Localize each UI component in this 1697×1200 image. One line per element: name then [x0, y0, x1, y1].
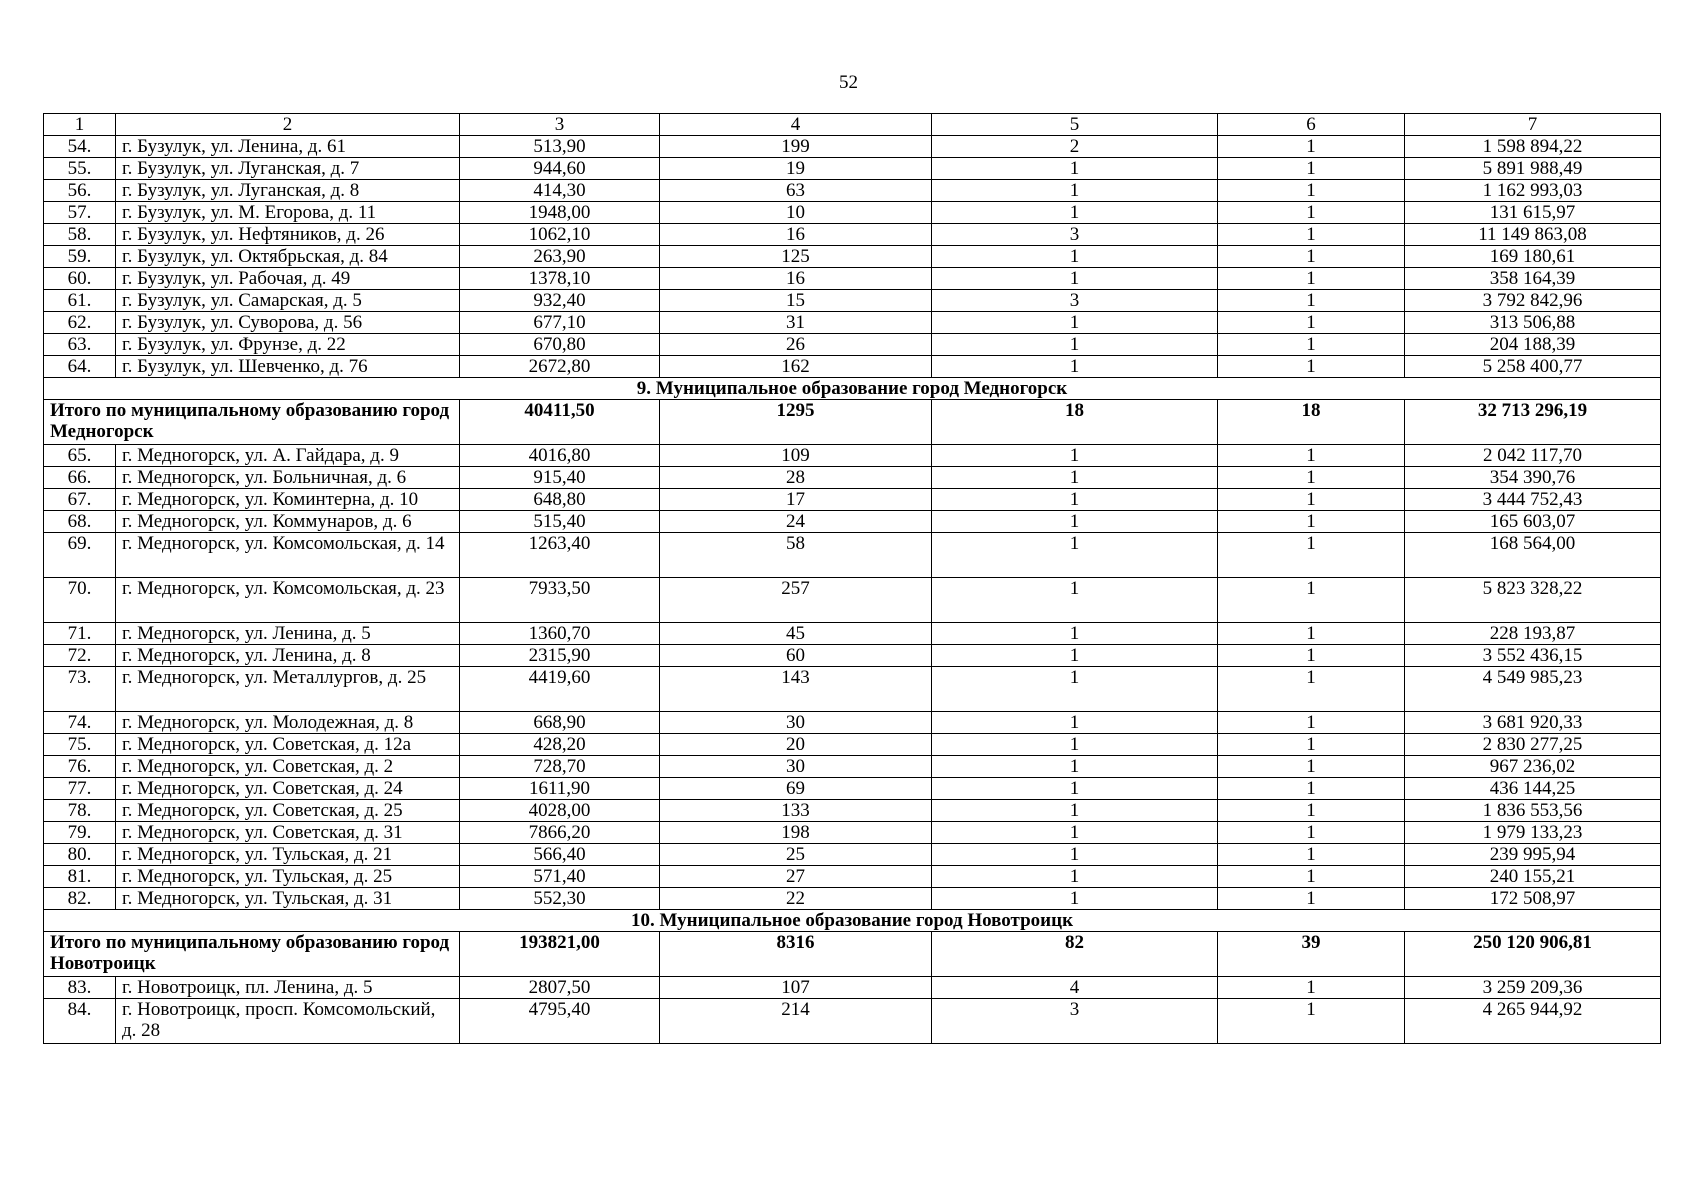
residents-cell: 69 — [660, 778, 932, 800]
area-cell: 4795,40 — [460, 999, 660, 1044]
amount-cell: 5 891 988,49 — [1405, 158, 1661, 180]
area-cell: 1611,90 — [460, 778, 660, 800]
count-cell: 1 — [932, 667, 1218, 712]
table-row — [44, 822, 1661, 844]
amount-cell: 168 564,00 — [1405, 533, 1661, 578]
section-title-row — [44, 378, 1661, 400]
residents-cell: 198 — [660, 822, 932, 844]
area-cell: 7866,20 — [460, 822, 660, 844]
row-number: 81. — [44, 866, 116, 888]
table-row — [44, 888, 1661, 910]
total-residents: 8316 — [660, 932, 932, 977]
count-cell: 1 — [1218, 356, 1405, 378]
count-cell: 1 — [1218, 734, 1405, 756]
address-cell: г. Бузулук, ул. Нефтяников, д. 26 — [116, 224, 460, 246]
total-count: 82 — [932, 932, 1218, 977]
area-cell: 677,10 — [460, 312, 660, 334]
row-number: 62. — [44, 312, 116, 334]
table-row — [44, 667, 1661, 712]
page-number: 52 — [839, 72, 858, 93]
residents-cell: 30 — [660, 712, 932, 734]
row-number: 69. — [44, 533, 116, 578]
table-row — [44, 224, 1661, 246]
residents-cell: 16 — [660, 268, 932, 290]
amount-cell: 5 258 400,77 — [1405, 356, 1661, 378]
row-number: 80. — [44, 844, 116, 866]
amount-cell: 3 681 920,33 — [1405, 712, 1661, 734]
count-cell: 1 — [1218, 578, 1405, 623]
count-cell: 1 — [932, 246, 1218, 268]
residents-cell: 16 — [660, 224, 932, 246]
count-cell: 1 — [1218, 667, 1405, 712]
area-cell: 566,40 — [460, 844, 660, 866]
address-cell: г. Бузулук, ул. Луганская, д. 8 — [116, 180, 460, 202]
table-row — [44, 800, 1661, 822]
area-cell: 513,90 — [460, 136, 660, 158]
residents-cell: 125 — [660, 246, 932, 268]
count-cell: 1 — [1218, 533, 1405, 578]
residents-cell: 60 — [660, 645, 932, 667]
residents-cell: 109 — [660, 445, 932, 467]
table-row — [44, 467, 1661, 489]
housing-table — [43, 113, 1661, 1044]
residents-cell: 133 — [660, 800, 932, 822]
area-cell: 915,40 — [460, 467, 660, 489]
row-number: 57. — [44, 202, 116, 224]
section-title-row — [44, 910, 1661, 932]
total-label: Итого по муниципальному образованию город Медногорск — [44, 400, 460, 445]
amount-cell: 3 552 436,15 — [1405, 645, 1661, 667]
address-cell: г. Бузулук, ул. Самарская, д. 5 — [116, 290, 460, 312]
row-number: 74. — [44, 712, 116, 734]
row-number: 72. — [44, 645, 116, 667]
address-cell: г. Медногорск, ул. Советская, д. 2 — [116, 756, 460, 778]
residents-cell: 15 — [660, 290, 932, 312]
table-row — [44, 180, 1661, 202]
count-cell: 1 — [932, 866, 1218, 888]
count-cell: 3 — [932, 290, 1218, 312]
column-number: 5 — [932, 114, 1218, 136]
address-cell: г. Медногорск, ул. Коммунаров, д. 6 — [116, 511, 460, 533]
total-amount: 32 713 296,19 — [1405, 400, 1661, 445]
area-cell: 1378,10 — [460, 268, 660, 290]
count-cell: 1 — [1218, 246, 1405, 268]
total-count: 39 — [1218, 932, 1405, 977]
address-cell: г. Медногорск, ул. А. Гайдара, д. 9 — [116, 445, 460, 467]
table-row — [44, 246, 1661, 268]
count-cell: 1 — [1218, 180, 1405, 202]
table-row — [44, 290, 1661, 312]
count-cell: 1 — [932, 756, 1218, 778]
residents-cell: 107 — [660, 977, 932, 999]
row-number: 56. — [44, 180, 116, 202]
amount-cell: 165 603,07 — [1405, 511, 1661, 533]
table-row — [44, 645, 1661, 667]
count-cell: 1 — [1218, 445, 1405, 467]
count-cell: 1 — [932, 445, 1218, 467]
count-cell: 1 — [932, 712, 1218, 734]
residents-cell: 45 — [660, 623, 932, 645]
row-number: 73. — [44, 667, 116, 712]
table-row — [44, 511, 1661, 533]
column-number: 2 — [116, 114, 460, 136]
address-cell: г. Медногорск, ул. Ленина, д. 5 — [116, 623, 460, 645]
total-count: 18 — [1218, 400, 1405, 445]
address-cell: г. Медногорск, ул. Металлургов, д. 25 — [116, 667, 460, 712]
table-row — [44, 312, 1661, 334]
table-row — [44, 334, 1661, 356]
amount-cell: 2 830 277,25 — [1405, 734, 1661, 756]
column-number: 4 — [660, 114, 932, 136]
count-cell: 1 — [932, 268, 1218, 290]
count-cell: 1 — [1218, 467, 1405, 489]
area-cell: 1360,70 — [460, 623, 660, 645]
area-cell: 648,80 — [460, 489, 660, 511]
count-cell: 1 — [932, 334, 1218, 356]
amount-cell: 1 979 133,23 — [1405, 822, 1661, 844]
area-cell: 1263,40 — [460, 533, 660, 578]
address-cell: г. Медногорск, ул. Советская, д. 31 — [116, 822, 460, 844]
table-row — [44, 999, 1661, 1044]
count-cell: 1 — [932, 734, 1218, 756]
row-number: 68. — [44, 511, 116, 533]
total-area: 40411,50 — [460, 400, 660, 445]
count-cell: 1 — [1218, 136, 1405, 158]
count-cell: 1 — [1218, 268, 1405, 290]
table-row — [44, 778, 1661, 800]
count-cell: 1 — [932, 888, 1218, 910]
count-cell: 1 — [1218, 977, 1405, 999]
count-cell: 1 — [932, 489, 1218, 511]
address-cell: г. Бузулук, ул. Ленина, д. 61 — [116, 136, 460, 158]
row-number: 59. — [44, 246, 116, 268]
row-number: 76. — [44, 756, 116, 778]
address-cell: г. Бузулук, ул. Шевченко, д. 76 — [116, 356, 460, 378]
total-residents: 1295 — [660, 400, 932, 445]
area-cell: 668,90 — [460, 712, 660, 734]
row-number: 66. — [44, 467, 116, 489]
column-number: 7 — [1405, 114, 1661, 136]
area-cell: 7933,50 — [460, 578, 660, 623]
table-row — [44, 712, 1661, 734]
row-number: 83. — [44, 977, 116, 999]
table-row — [44, 977, 1661, 999]
amount-cell: 5 823 328,22 — [1405, 578, 1661, 623]
residents-cell: 257 — [660, 578, 932, 623]
area-cell: 670,80 — [460, 334, 660, 356]
table-row — [44, 158, 1661, 180]
amount-cell: 3 792 842,96 — [1405, 290, 1661, 312]
area-cell: 932,40 — [460, 290, 660, 312]
amount-cell: 436 144,25 — [1405, 778, 1661, 800]
area-cell: 1062,10 — [460, 224, 660, 246]
table-row — [44, 623, 1661, 645]
address-cell: г. Бузулук, ул. М. Егорова, д. 11 — [116, 202, 460, 224]
amount-cell: 228 193,87 — [1405, 623, 1661, 645]
count-cell: 1 — [1218, 334, 1405, 356]
amount-cell: 354 390,76 — [1405, 467, 1661, 489]
address-cell: г. Медногорск, ул. Ленина, д. 8 — [116, 645, 460, 667]
count-cell: 1 — [1218, 312, 1405, 334]
amount-cell: 131 615,97 — [1405, 202, 1661, 224]
table-row — [44, 268, 1661, 290]
residents-cell: 22 — [660, 888, 932, 910]
address-cell: г. Медногорск, ул. Комсомольская, д. 14 — [116, 533, 460, 578]
count-cell: 1 — [932, 645, 1218, 667]
table-row — [44, 136, 1661, 158]
residents-cell: 17 — [660, 489, 932, 511]
row-number: 75. — [44, 734, 116, 756]
count-cell: 2 — [932, 136, 1218, 158]
total-area: 193821,00 — [460, 932, 660, 977]
row-number: 67. — [44, 489, 116, 511]
count-cell: 1 — [1218, 756, 1405, 778]
residents-cell: 199 — [660, 136, 932, 158]
table-row — [44, 866, 1661, 888]
address-cell: г. Новотроицк, пл. Ленина, д. 5 — [116, 977, 460, 999]
amount-cell: 1 162 993,03 — [1405, 180, 1661, 202]
address-cell: г. Медногорск, ул. Молодежная, д. 8 — [116, 712, 460, 734]
count-cell: 1 — [1218, 778, 1405, 800]
count-cell: 1 — [1218, 224, 1405, 246]
row-number: 55. — [44, 158, 116, 180]
count-cell: 1 — [932, 800, 1218, 822]
table-row — [44, 445, 1661, 467]
amount-cell: 1 836 553,56 — [1405, 800, 1661, 822]
address-cell: г. Бузулук, ул. Фрунзе, д. 22 — [116, 334, 460, 356]
count-cell: 1 — [1218, 712, 1405, 734]
row-number: 63. — [44, 334, 116, 356]
count-cell: 1 — [932, 578, 1218, 623]
area-cell: 263,90 — [460, 246, 660, 268]
area-cell: 414,30 — [460, 180, 660, 202]
count-cell: 3 — [932, 224, 1218, 246]
area-cell: 515,40 — [460, 511, 660, 533]
area-cell: 2807,50 — [460, 977, 660, 999]
area-cell: 428,20 — [460, 734, 660, 756]
residents-cell: 58 — [660, 533, 932, 578]
amount-cell: 2 042 117,70 — [1405, 445, 1661, 467]
amount-cell: 3 259 209,36 — [1405, 977, 1661, 999]
count-cell: 1 — [1218, 202, 1405, 224]
row-number: 70. — [44, 578, 116, 623]
residents-cell: 28 — [660, 467, 932, 489]
count-cell: 1 — [1218, 888, 1405, 910]
area-cell: 4016,80 — [460, 445, 660, 467]
row-number: 65. — [44, 445, 116, 467]
count-cell: 1 — [932, 511, 1218, 533]
amount-cell: 169 180,61 — [1405, 246, 1661, 268]
address-cell: г. Медногорск, ул. Коминтерна, д. 10 — [116, 489, 460, 511]
count-cell: 1 — [1218, 866, 1405, 888]
row-number: 84. — [44, 999, 116, 1044]
total-count: 18 — [932, 400, 1218, 445]
amount-cell: 240 155,21 — [1405, 866, 1661, 888]
area-cell: 571,40 — [460, 866, 660, 888]
area-cell: 4028,00 — [460, 800, 660, 822]
count-cell: 1 — [932, 312, 1218, 334]
count-cell: 1 — [932, 844, 1218, 866]
section-title: 10. Муниципальное образование город Новотроицк — [44, 910, 1661, 932]
count-cell: 4 — [932, 977, 1218, 999]
table-row — [44, 578, 1661, 623]
amount-cell: 4 265 944,92 — [1405, 999, 1661, 1044]
table-row — [44, 734, 1661, 756]
amount-cell: 313 506,88 — [1405, 312, 1661, 334]
count-cell: 1 — [1218, 999, 1405, 1044]
count-cell: 1 — [932, 202, 1218, 224]
count-cell: 1 — [1218, 822, 1405, 844]
area-cell: 552,30 — [460, 888, 660, 910]
column-number-row — [44, 114, 1661, 136]
count-cell: 3 — [932, 999, 1218, 1044]
count-cell: 1 — [1218, 645, 1405, 667]
row-number: 64. — [44, 356, 116, 378]
table-row — [44, 844, 1661, 866]
residents-cell: 162 — [660, 356, 932, 378]
area-cell: 944,60 — [460, 158, 660, 180]
area-cell: 2315,90 — [460, 645, 660, 667]
residents-cell: 31 — [660, 312, 932, 334]
residents-cell: 25 — [660, 844, 932, 866]
count-cell: 1 — [932, 822, 1218, 844]
count-cell: 1 — [1218, 158, 1405, 180]
amount-cell: 11 149 863,08 — [1405, 224, 1661, 246]
area-cell: 4419,60 — [460, 667, 660, 712]
area-cell: 2672,80 — [460, 356, 660, 378]
amount-cell: 204 188,39 — [1405, 334, 1661, 356]
total-row — [44, 932, 1661, 977]
count-cell: 1 — [932, 778, 1218, 800]
area-cell: 1948,00 — [460, 202, 660, 224]
count-cell: 1 — [932, 623, 1218, 645]
amount-cell: 1 598 894,22 — [1405, 136, 1661, 158]
address-cell: г. Бузулук, ул. Рабочая, д. 49 — [116, 268, 460, 290]
residents-cell: 20 — [660, 734, 932, 756]
address-cell: г. Медногорск, ул. Советская, д. 24 — [116, 778, 460, 800]
address-cell: г. Бузулук, ул. Луганская, д. 7 — [116, 158, 460, 180]
address-cell: г. Новотроицк, просп. Комсомольский, д. 28 — [116, 999, 460, 1044]
count-cell: 1 — [932, 180, 1218, 202]
residents-cell: 10 — [660, 202, 932, 224]
table-row — [44, 356, 1661, 378]
column-number: 1 — [44, 114, 116, 136]
count-cell: 1 — [932, 356, 1218, 378]
total-label: Итого по муниципальному образованию город Новотроицк — [44, 932, 460, 977]
residents-cell: 27 — [660, 866, 932, 888]
address-cell: г. Медногорск, ул. Комсомольская, д. 23 — [116, 578, 460, 623]
amount-cell: 967 236,02 — [1405, 756, 1661, 778]
count-cell: 1 — [932, 467, 1218, 489]
amount-cell: 4 549 985,23 — [1405, 667, 1661, 712]
amount-cell: 358 164,39 — [1405, 268, 1661, 290]
amount-cell: 239 995,94 — [1405, 844, 1661, 866]
table-row — [44, 533, 1661, 578]
address-cell: г. Бузулук, ул. Суворова, д. 56 — [116, 312, 460, 334]
total-amount: 250 120 906,81 — [1405, 932, 1661, 977]
address-cell: г. Медногорск, ул. Тульская, д. 21 — [116, 844, 460, 866]
address-cell: г. Медногорск, ул. Больничная, д. 6 — [116, 467, 460, 489]
amount-cell: 3 444 752,43 — [1405, 489, 1661, 511]
residents-cell: 143 — [660, 667, 932, 712]
table-row — [44, 202, 1661, 224]
row-number: 71. — [44, 623, 116, 645]
count-cell: 1 — [1218, 290, 1405, 312]
count-cell: 1 — [932, 533, 1218, 578]
row-number: 58. — [44, 224, 116, 246]
row-number: 77. — [44, 778, 116, 800]
section-title: 9. Муниципальное образование город Медногорск — [44, 378, 1661, 400]
total-row — [44, 400, 1661, 445]
amount-cell: 172 508,97 — [1405, 888, 1661, 910]
count-cell: 1 — [932, 158, 1218, 180]
address-cell: г. Медногорск, ул. Советская, д. 25 — [116, 800, 460, 822]
residents-cell: 19 — [660, 158, 932, 180]
residents-cell: 26 — [660, 334, 932, 356]
table-row — [44, 756, 1661, 778]
count-cell: 1 — [1218, 511, 1405, 533]
area-cell: 728,70 — [460, 756, 660, 778]
address-cell: г. Медногорск, ул. Советская, д. 12а — [116, 734, 460, 756]
row-number: 78. — [44, 800, 116, 822]
column-number: 6 — [1218, 114, 1405, 136]
row-number: 60. — [44, 268, 116, 290]
row-number: 82. — [44, 888, 116, 910]
count-cell: 1 — [1218, 489, 1405, 511]
column-number: 3 — [460, 114, 660, 136]
row-number: 61. — [44, 290, 116, 312]
residents-cell: 24 — [660, 511, 932, 533]
row-number: 79. — [44, 822, 116, 844]
table-row — [44, 489, 1661, 511]
residents-cell: 30 — [660, 756, 932, 778]
address-cell: г. Бузулук, ул. Октябрьская, д. 84 — [116, 246, 460, 268]
residents-cell: 63 — [660, 180, 932, 202]
count-cell: 1 — [1218, 844, 1405, 866]
residents-cell: 214 — [660, 999, 932, 1044]
address-cell: г. Медногорск, ул. Тульская, д. 31 — [116, 888, 460, 910]
count-cell: 1 — [1218, 623, 1405, 645]
address-cell: г. Медногорск, ул. Тульская, д. 25 — [116, 866, 460, 888]
count-cell: 1 — [1218, 800, 1405, 822]
row-number: 54. — [44, 136, 116, 158]
